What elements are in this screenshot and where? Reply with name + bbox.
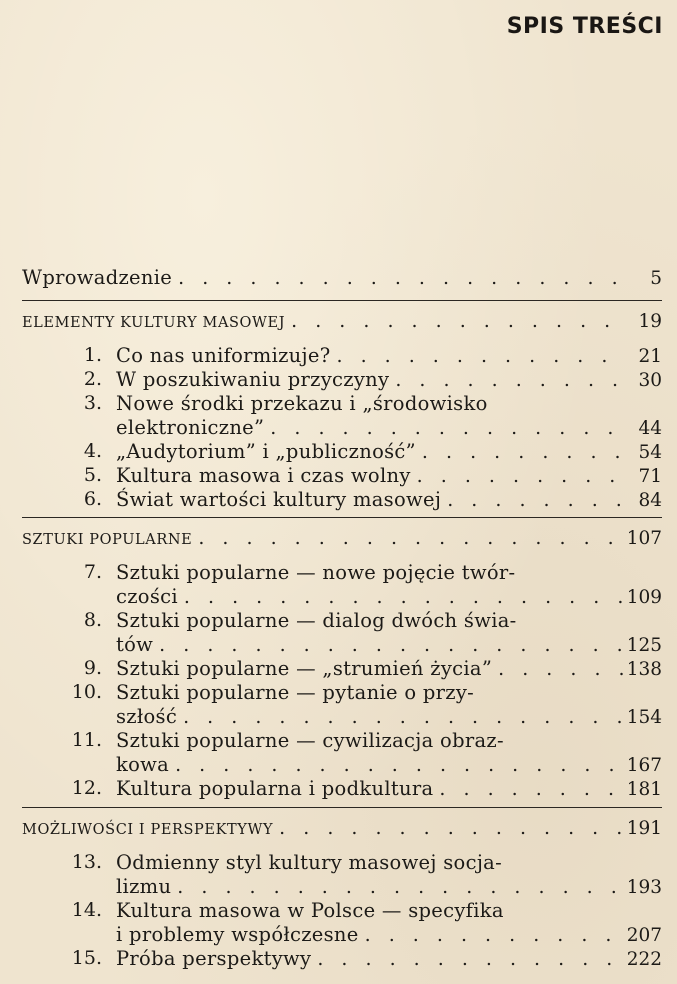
toc-entry-row xyxy=(116,777,662,800)
toc-entry-page: 54 xyxy=(638,442,662,463)
leader-dots xyxy=(175,754,626,776)
toc-section-page: 19 xyxy=(638,311,662,332)
toc-entry-row xyxy=(116,947,662,970)
leader-dots xyxy=(317,948,626,970)
toc-entry-row xyxy=(116,368,662,391)
leader-dots xyxy=(177,876,626,898)
toc-intro-page: 5 xyxy=(650,268,662,289)
toc-entry-page: 138 xyxy=(626,659,662,680)
leader-dots xyxy=(291,310,626,332)
leader-dots xyxy=(183,706,626,728)
leader-dots xyxy=(279,817,626,839)
toc-entry-page: 193 xyxy=(626,877,662,898)
toc-entry-title: „Audytorium” i „publiczność” xyxy=(116,440,416,463)
toc-section-label: SZTUKI POPULARNE xyxy=(22,532,193,548)
toc-entry-number: 5. xyxy=(83,464,102,486)
toc-entry-page: 71 xyxy=(638,466,662,487)
toc-entry-title: lizmu xyxy=(116,875,172,898)
toc-entry-title: Sztuki popularne — „strumień życia” xyxy=(116,657,493,680)
toc-entry-number: 14. xyxy=(71,899,102,921)
toc-entry-row xyxy=(116,464,662,487)
toc-entry-row xyxy=(116,753,662,776)
toc-entry-title: i problemy współczesne xyxy=(116,923,359,946)
toc-entry-row xyxy=(116,585,662,608)
toc-entry-title-line: Sztuki popularne — cywilizacja obraz- xyxy=(116,729,504,752)
toc-entry-page: 30 xyxy=(638,370,662,391)
toc-entry-title-line: Sztuki popularne — dialog dwóch świa- xyxy=(116,609,517,632)
section-divider xyxy=(22,807,662,808)
toc-entry-title: Kultura popularna i podkultura xyxy=(116,777,434,800)
toc-entry-row xyxy=(116,344,662,367)
toc-entry-title: szłość xyxy=(116,705,178,728)
toc-section-page: 107 xyxy=(626,528,662,549)
leader-dots xyxy=(336,345,626,367)
toc-entry-page: 222 xyxy=(626,949,662,970)
toc-entry-title: W poszukiwaniu przyczyny xyxy=(116,368,390,391)
toc-intro-row xyxy=(22,266,662,289)
toc-entry-number: 1. xyxy=(83,344,102,366)
toc-entry-number: 2. xyxy=(83,368,102,390)
toc-entry-page: 84 xyxy=(638,490,662,511)
leader-dots xyxy=(270,417,626,439)
page-title: SPIS TREŚCI xyxy=(506,14,663,39)
toc-entry-title-line: Kultura masowa w Polsce — specyfika xyxy=(116,899,504,922)
leader-dots xyxy=(365,924,626,946)
toc-entry-page: 181 xyxy=(626,779,662,800)
toc-section-row xyxy=(22,310,662,332)
toc-entry-page: 125 xyxy=(626,635,662,656)
toc-entry-number: 11. xyxy=(71,729,102,751)
toc-entry-number: 10. xyxy=(71,681,102,703)
toc-section-label: MOŻLIWOŚCI I PERSPEKTYWY xyxy=(22,822,274,838)
toc-entry-title: Co nas uniformizuje? xyxy=(116,344,331,367)
toc-entry-title-line: Sztuki popularne — nowe pojęcie twór- xyxy=(116,561,516,584)
leader-dots xyxy=(439,778,626,800)
toc-entry-title: Świat wartości kultury masowej xyxy=(116,488,442,511)
toc-entry-row xyxy=(116,416,662,439)
toc-entry-page: 44 xyxy=(638,418,662,439)
leader-dots xyxy=(447,489,626,511)
section-divider xyxy=(22,300,662,301)
toc-entry-number: 4. xyxy=(83,440,102,462)
toc-entry-row xyxy=(116,657,662,680)
leader-dots xyxy=(159,634,626,656)
toc-entry-title-line: Nowe środki przekazu i „środowisko xyxy=(116,392,488,415)
leader-dots xyxy=(422,441,626,463)
toc-section-label: ELEMENTY KULTURY MASOWEJ xyxy=(22,315,286,331)
toc-entry-title: Kultura masowa i czas wolny xyxy=(116,464,411,487)
toc-entry-page: 154 xyxy=(626,707,662,728)
section-divider xyxy=(22,517,662,518)
toc-entry-page: 207 xyxy=(626,925,662,946)
toc-entry-row xyxy=(116,488,662,511)
leader-dots xyxy=(395,369,626,391)
toc-entry-page: 109 xyxy=(626,587,662,608)
toc-entry-number: 12. xyxy=(71,777,102,799)
toc-entry-title: Próba perspektywy xyxy=(116,947,312,970)
toc-entry-title: kowa xyxy=(116,753,170,776)
toc-entry-page: 21 xyxy=(638,346,662,367)
toc-intro-label: Wprowadzenie xyxy=(22,266,173,289)
leader-dots xyxy=(417,465,626,487)
toc-entry-number: 15. xyxy=(71,947,102,969)
toc-entry-row xyxy=(116,440,662,463)
toc-entry-number: 7. xyxy=(83,561,102,583)
toc-entry-number: 3. xyxy=(83,392,102,414)
toc-entry-number: 8. xyxy=(83,609,102,631)
toc-entry-page: 167 xyxy=(626,755,662,776)
leader-dots xyxy=(198,527,626,549)
toc-entry-title-line: Odmienny styl kultury masowej socja- xyxy=(116,851,502,874)
toc-entry-number: 9. xyxy=(83,657,102,679)
toc-section-page: 191 xyxy=(626,818,662,839)
toc-entry-title: czości xyxy=(116,585,178,608)
leader-dots xyxy=(498,658,626,680)
toc-entry-title: tów xyxy=(116,633,154,656)
toc-entry-row xyxy=(116,705,662,728)
toc-entry-row xyxy=(116,875,662,898)
toc-entry-number: 6. xyxy=(83,488,102,510)
leader-dots xyxy=(184,586,626,608)
leader-dots xyxy=(178,267,626,289)
toc-entry-title: elektroniczne” xyxy=(116,416,265,439)
toc-entry-title-line: Sztuki popularne — pytanie o przy- xyxy=(116,681,475,704)
toc-section-row xyxy=(22,817,662,839)
toc-entry-number: 13. xyxy=(71,851,102,873)
toc-section-row xyxy=(22,527,662,549)
toc-entry-row xyxy=(116,633,662,656)
toc-entry-row xyxy=(116,923,662,946)
